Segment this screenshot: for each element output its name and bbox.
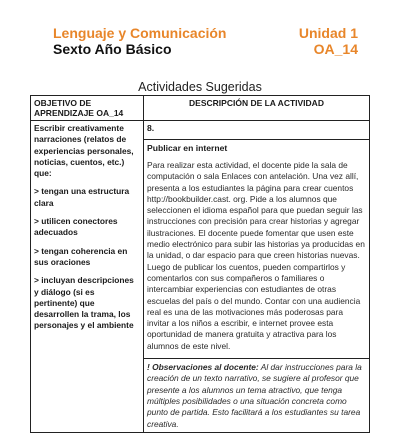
objective-bullet: > tengan coherencia en sus oraciones <box>34 245 128 267</box>
subject-title: Lenguaje y Comunicación <box>53 25 227 41</box>
page-header <box>53 25 358 57</box>
teacher-notes-text: Al dar instrucciones para la creación de un texto narrativo, se sugiere al profesor que presente a los alumnos un tema atractivo, que tenga múltiples posibilidades o una situación concreta como punto de partida. Esto facilitará a los estudiantes su tarea creativa. <box>147 362 362 429</box>
objective-intro: Escribir creativamente narraciones (relatos de experiencias personales, noticias, cuentos, etc.) que: <box>34 123 134 179</box>
objective-cell <box>31 121 144 433</box>
objective-bullet: > utilicen conectores adecuados <box>34 216 118 238</box>
activity-cell <box>144 121 370 433</box>
unit-label: Unidad 1 <box>298 25 358 41</box>
activity-description: Para realizar esta actividad, el docente pide la sala de computación o sala Enlaces con antelación. Una vez allí, presenta a los estudiantes la página para crear cuentos http://bookbuilder.cast. org. Pide a los alumnos que seleccionen el idioma español para que puedan seguir las instrucciones con precisión para crear historias y agregar ilustraciones. El docente puede fomentar que usen este medio electrónico para subir las historias ya producidas en la unidad, o dar espacio para que creen historias nuevas. Luego de publicar los cuentos, pueden compartirlos y comentarlos con sus compañeros o familiares o intercambiar experiencias con estudiantes de otras escuelas del país o del mundo. Contar con una audiencia real es una de las motivaciones más poderosas para invitar a los niños a escribir, e internet provee esta oportunidad de manera gratuita y atractiva para los alumnos de este nivel. <box>147 160 365 351</box>
teacher-notes <box>147 362 366 430</box>
teacher-notes-label: ! Observaciones al docente: <box>147 362 259 373</box>
divider <box>144 139 369 140</box>
objective-column-header: OBJETIVO DE APRENDIZAJE OA_14 <box>31 96 144 121</box>
objective-bullet: > incluyan descripciones y diálogo (si es pertinente) que desarrollen la trama, los personajes y el ambiente <box>34 275 134 331</box>
table-row <box>31 121 370 433</box>
activity-column-header: DESCRIPCIÓN DE LA ACTIVIDAD <box>144 96 370 121</box>
section-title: Actividades Sugeridas <box>138 80 262 94</box>
activity-number: 8. <box>147 123 155 133</box>
activity-title: Publicar en internet <box>147 143 228 153</box>
grade-label: Sexto Año Básico <box>53 41 172 57</box>
table-header-row <box>31 96 370 121</box>
objective-code: OA_14 <box>313 41 358 57</box>
divider <box>144 358 369 359</box>
objective-bullet: > tengan una estructura clara <box>34 186 130 208</box>
activities-table <box>30 95 370 433</box>
